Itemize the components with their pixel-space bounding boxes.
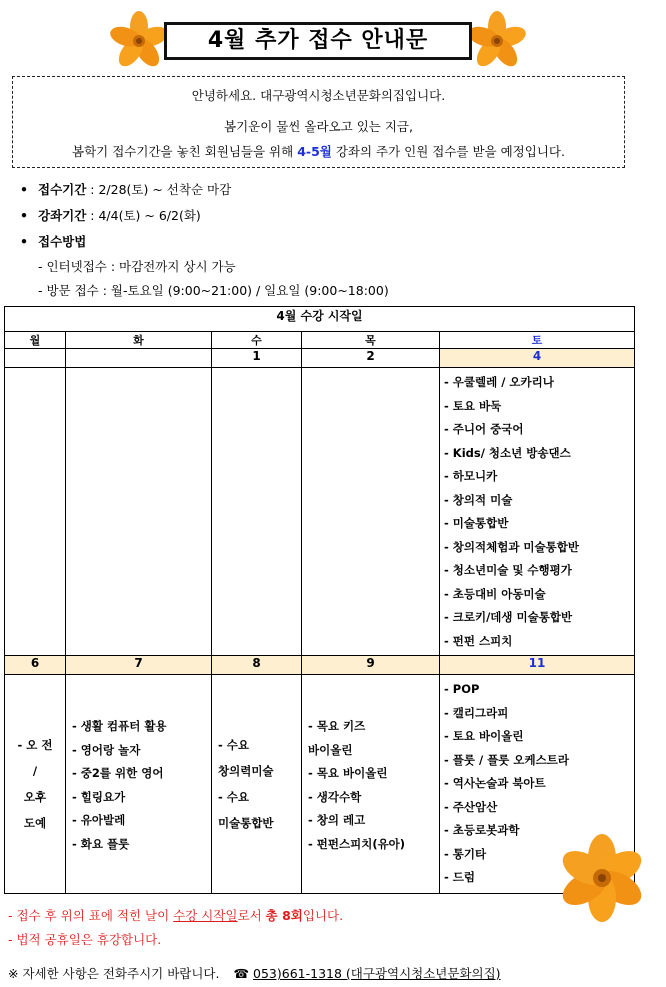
course-item: - 생활 컴퓨터 활용 [72,719,167,733]
course-item: - 창의적 미술 [444,492,513,507]
info-online: - 인터넷접수 : 마감전까지 상시 가능 [38,259,236,274]
day-header: 월 [5,332,66,349]
course-item: - 펀펀 스피치 [444,633,513,648]
course-list [212,732,301,836]
course-item: - 유아발레 [72,813,126,827]
course-item: / [32,764,38,778]
course-item: - 플룻 / 플룻 오케스트라 [444,752,569,767]
bullet-icon: • [20,182,28,197]
saturday-course-cell [440,368,635,656]
course-item: - 통기타 [444,846,487,861]
course-item: - 생각수학 [308,789,362,804]
course-item: - 수요 [218,790,249,804]
bullet-icon: • [20,208,28,223]
table-row [5,368,635,656]
footer-contact: ※ 자세한 사항은 전화주시기 바랍니다. ☎ 053)661-1318 (대구광역시청소년문화의집) [8,966,501,981]
notice-line-2: 봄기운이 물씬 올라오고 있는 지금, [224,119,413,134]
phone-icon: ☎ [233,966,250,981]
course-item: - 미술통합반 [444,516,509,530]
tuesday-course-cell [66,675,212,894]
date-cell: 8 [212,656,302,675]
date-cell: 11 [440,656,635,675]
course-item: 도예 [23,816,47,830]
flower-icon [466,10,528,72]
course-item: - 초등대비 아동미술 [444,586,546,601]
course-item: - 하모니카 [444,469,498,483]
info-course-period: • 강좌기간 : 4/4(토) ~ 6/2(화) [20,208,201,223]
course-list [66,712,211,856]
course-item: - 주산암산 [444,799,498,814]
course-item: - 주니어 중국어 [444,422,524,436]
course-item: - 창의적체험과 미술통합반 [444,539,579,554]
footer-note-holiday: - 법적 공휴일은 휴강합니다. [8,932,162,947]
wednesday-course-cell [212,675,302,894]
page-title: 4월 추가 접수 안내문 [164,22,472,60]
info-method: • 접수방법 [20,234,87,249]
course-item: - 토요 바둑 [444,398,502,413]
date-cell [5,349,66,368]
date-cell [66,349,212,368]
table-caption: 4월 수강 시작일 [5,307,635,332]
monday-course-cell [5,675,66,894]
date-cell: 7 [66,656,212,675]
notice-line-3: 봄학기 접수기간을 놓친 회원님들을 위해 4-5월 강좌의 주가 인원 접수를 받을 예정입니다. [72,144,565,159]
course-item: - 목요 바이올린 [308,766,388,780]
course-item: - 펀펀스피치(유아) [308,836,406,851]
day-header: 토 [440,332,635,349]
course-item: 오후 [23,790,47,804]
course-item: - 역사논술과 북아트 [444,776,546,790]
course-item: 창의력미술 [218,764,274,778]
course-item: - 화요 플룻 [72,836,130,851]
info-visit: - 방문 접수 : 월-토요일 (9:00~21:00) / 일요일 (9:00~18:00) [38,283,389,298]
course-item: - 중2를 위한 영어 [72,766,164,780]
date-cell: 9 [302,656,440,675]
course-item: - 목요 키즈 [308,719,366,733]
bullet-icon: • [20,234,28,249]
thursday-course-cell [302,675,440,894]
course-item: - 오 전 [17,738,53,752]
course-item: - 크로키/데생 미술통합반 [444,610,573,624]
course-item: - Kids/ 청소년 방송댄스 [444,445,571,460]
footer-note-sessions: - 접수 후 위의 표에 적힌 날이 수강 시작일로서 총 8회입니다. [8,908,344,923]
notice-greeting: 안녕하세요. 대구광역시청소년문화의집입니다. [191,88,446,103]
date-cell: 4 [440,349,635,368]
course-item: - 우쿨렐레 / 오카리나 [444,375,554,389]
course-list [5,732,65,836]
course-list [302,712,439,856]
course-item: - POP [444,682,480,696]
flower-icon [108,10,170,72]
course-item: - 캘리그라피 [444,705,509,720]
date-cell: 1 [212,349,302,368]
course-item: - 영어랑 놀자 [72,742,141,757]
phone-number: 053)661-1318 (대구광역시청소년문화의집) [253,966,501,981]
date-cell: 2 [302,349,440,368]
day-header: 화 [66,332,212,349]
schedule-table [4,306,635,894]
day-header: 수 [212,332,302,349]
course-item: - 수요 [218,738,249,752]
notice-period-highlight: 4-5월 [297,144,332,159]
date-row [5,656,635,675]
flower-icon [554,832,650,924]
course-item: - 청소년미술 및 수행평가 [444,563,572,577]
course-item: 바이올린 [308,742,353,757]
course-item: - 토요 바이올린 [444,729,524,743]
course-item: - 초등로봇과학 [444,823,520,837]
day-header: 목 [302,332,440,349]
course-list [440,368,634,653]
course-item: - 드럼 [444,870,475,884]
notice-box [12,76,625,168]
table-header-row [5,332,635,349]
course-item: - 힐링요가 [72,789,126,804]
info-period: • 접수기간 : 2/28(토) ~ 선착순 마감 [20,182,232,197]
course-item: - 창의 레고 [308,813,366,827]
course-item: 미술통합반 [218,816,274,830]
date-row [5,349,635,368]
table-row [5,675,635,894]
date-cell: 6 [5,656,66,675]
